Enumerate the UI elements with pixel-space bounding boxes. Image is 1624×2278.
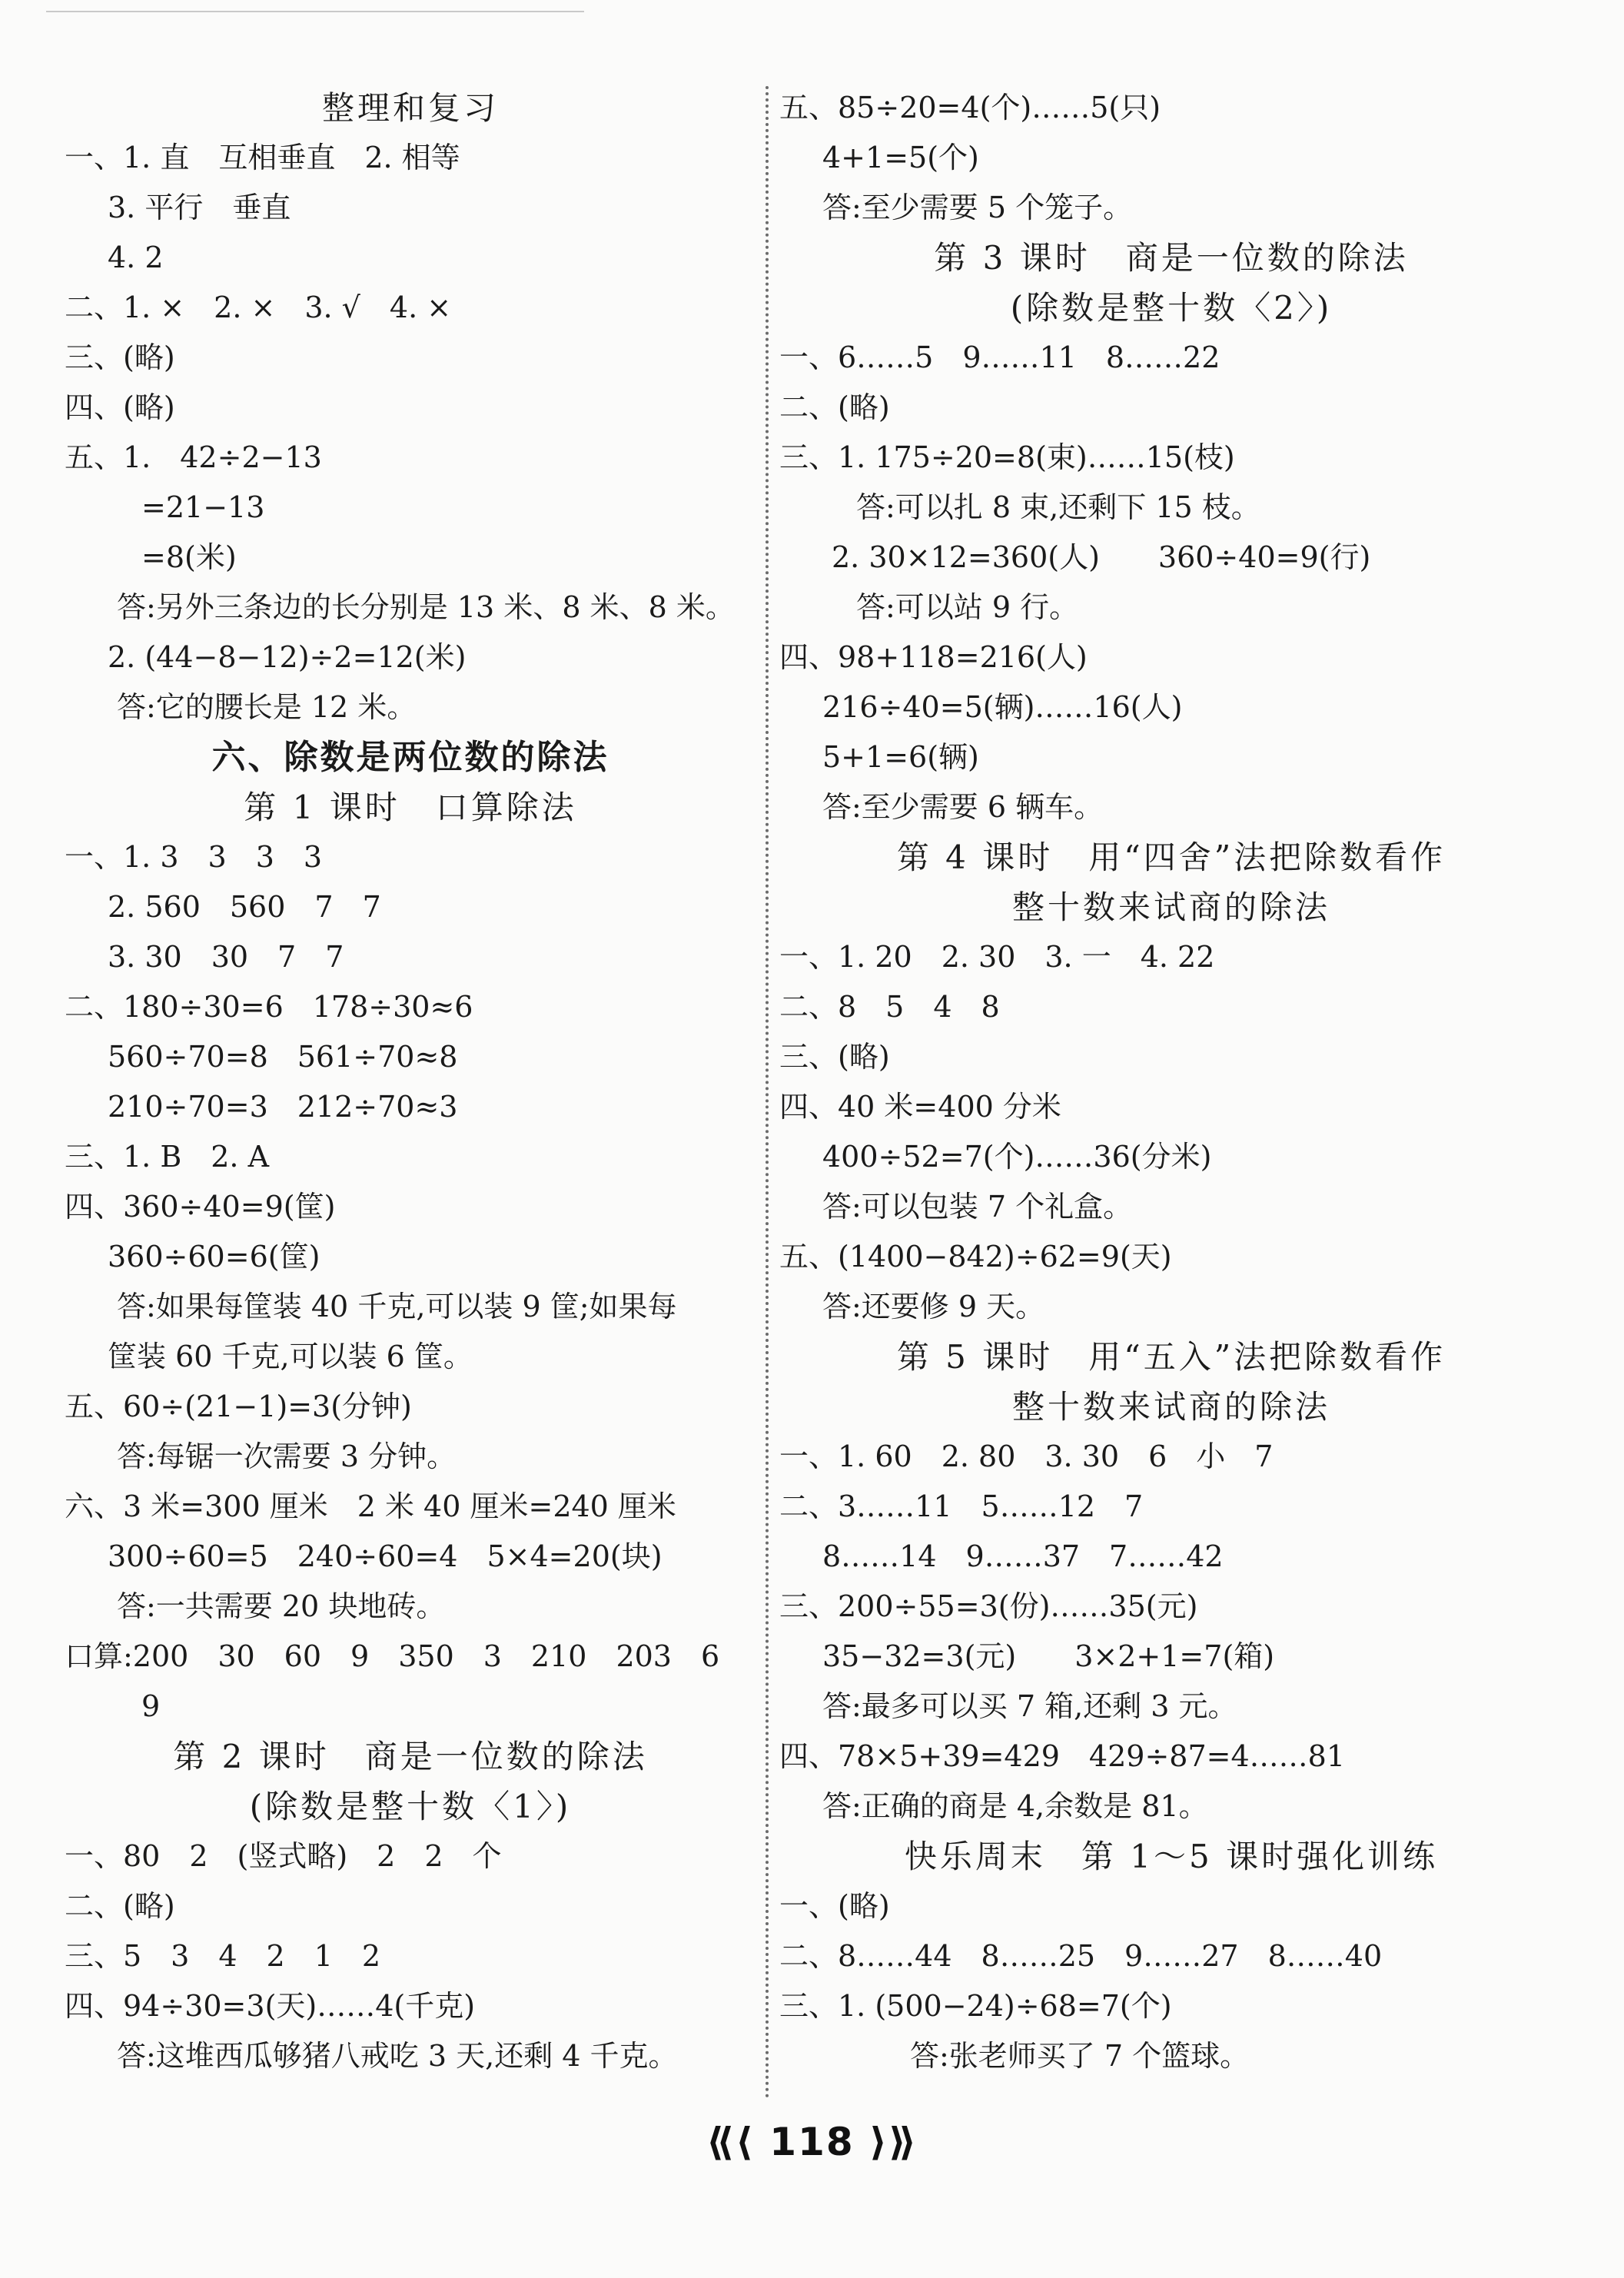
answer-line: 360÷60=6(筐) <box>108 1240 320 1273</box>
answer-line: 9 <box>141 1689 161 1723</box>
answer-line: 4. 2 <box>108 241 164 274</box>
answer-line: 四、94÷30=3(天)……4(千克) <box>65 1989 476 2023</box>
answer-line: 2. 560 560 7 7 <box>108 890 381 924</box>
section-heading: 第 5 课时 用“五入”法把除数看作 <box>896 1338 1446 1376</box>
answer-line: 一、(略) <box>779 1889 890 1923</box>
answer-line: 六、3 米=300 厘米 2 米 40 厘米=240 厘米 <box>65 1489 676 1523</box>
answer-line: 三、1. 175÷20=8(束)……15(枝) <box>779 440 1235 474</box>
answer-line: 一、1. 60 2. 80 3. 30 6 小 7 <box>779 1440 1274 1473</box>
answer-line: 五、60÷(21−1)=3(分钟) <box>65 1390 412 1423</box>
answer-line: 210÷70=3 212÷70≈3 <box>108 1090 458 1124</box>
answer-line: 三、1. B 2. A <box>65 1140 270 1174</box>
section-heading: 快乐周末 第 1～5 课时强化训练 <box>904 1838 1439 1875</box>
column-divider <box>766 86 769 2100</box>
answer-line: 3. 平行 垂直 <box>108 191 291 224</box>
answer-line: 答:还要修 9 天。 <box>822 1290 1045 1323</box>
answer-line: 一、1. 3 3 3 3 <box>65 840 323 874</box>
answer-line: 答:可以包装 7 个礼盒。 <box>822 1190 1133 1224</box>
answer-line: 一、80 2 (竖式略) 2 2 个 <box>65 1839 502 1873</box>
right-column <box>779 83 1563 2081</box>
page-number: ⟪⟨ 118 ⟩⟫ <box>706 2120 918 2164</box>
answer-line: 二、(略) <box>779 390 890 424</box>
answer-line: 答:每锯一次需要 3 分钟。 <box>117 1440 457 1473</box>
top-rule <box>46 11 584 12</box>
answer-line: 2. 30×12=360(人) 360÷40=9(行) <box>832 540 1371 574</box>
answer-line: 答:至少需要 5 个笼子。 <box>822 191 1133 224</box>
answer-line: 二、8 5 4 8 <box>779 990 1000 1024</box>
section-heading: 第 3 课时 商是一位数的除法 <box>934 239 1409 277</box>
answer-line: 三、5 3 4 2 1 2 <box>65 1939 381 1973</box>
answer-line: 三、200÷55=3(份)……35(元) <box>779 1589 1198 1623</box>
answer-line: 216÷40=5(辆)……16(人) <box>822 690 1183 724</box>
answer-line: 五、1. 42÷2−13 <box>65 440 322 474</box>
answer-line: 五、(1400−842)÷62=9(天) <box>779 1240 1172 1273</box>
answer-line: 答:最多可以买 7 箱,还剩 3 元。 <box>822 1689 1237 1723</box>
answer-line: 二、8……44 8……25 9……27 8……40 <box>779 1939 1383 1973</box>
answer-line: 答:可以扎 8 束,还剩下 15 枝。 <box>856 490 1260 524</box>
answer-line: 答:如果每筐装 40 千克,可以装 9 筐;如果每 <box>117 1290 677 1323</box>
answer-line: 二、180÷30=6 178÷30≈6 <box>65 990 473 1024</box>
section-heading: 第 1 课时 口算除法 <box>244 789 577 826</box>
answer-line: 二、(略) <box>65 1889 175 1923</box>
answer-line: 三、(略) <box>65 340 175 374</box>
answer-line: 五、85÷20=4(个)……5(只) <box>779 91 1161 125</box>
left-column <box>65 83 756 2081</box>
answer-line: 400÷52=7(个)……36(分米) <box>822 1140 1212 1174</box>
answer-line: 560÷70=8 561÷70≈8 <box>108 1040 458 1074</box>
answer-line: 答:张老师买了 7 个篮球。 <box>910 2039 1250 2073</box>
answer-line: =8(米) <box>141 540 237 574</box>
section-heading: (除数是整十数〈1〉) <box>249 1788 572 1825</box>
answer-line: 一、1. 20 2. 30 3. 一 4. 22 <box>779 940 1215 974</box>
answer-line: 3. 30 30 7 7 <box>108 940 344 974</box>
answer-line: 答:可以站 9 行。 <box>856 590 1079 624</box>
answer-line: 答:它的腰长是 12 米。 <box>117 690 417 724</box>
answer-line: =21−13 <box>141 490 265 524</box>
answer-line: 二、1. × 2. × 3. √ 4. × <box>65 291 452 324</box>
answer-line: 四、40 米=400 分米 <box>779 1090 1061 1124</box>
section-heading: 整理和复习 <box>321 89 499 127</box>
section-heading: 六、除数是两位数的除法 <box>211 738 609 777</box>
answer-line: 四、98+118=216(人) <box>779 640 1088 674</box>
answer-line: 三、1. (500−24)÷68=7(个) <box>779 1989 1172 2023</box>
answer-line: 35−32=3(元) 3×2+1=7(箱) <box>822 1639 1275 1673</box>
answer-line: 四、360÷40=9(筐) <box>65 1190 336 1224</box>
answer-line: 300÷60=5 240÷60=4 5×4=20(块) <box>108 1539 663 1573</box>
answer-line: 8……14 9……37 7……42 <box>822 1539 1224 1573</box>
section-heading: 第 4 课时 用“四舍”法把除数看作 <box>896 838 1446 876</box>
section-heading: 整十数来试商的除法 <box>1011 888 1330 926</box>
answer-line: 四、(略) <box>65 390 175 424</box>
answer-line: 二、3……11 5……12 7 <box>779 1489 1144 1523</box>
answer-line: 口算:200 30 60 9 350 3 210 203 6 <box>65 1639 720 1673</box>
answer-line: 5+1=6(辆) <box>822 740 979 774</box>
answer-line: 三、(略) <box>779 1040 890 1074</box>
answer-line: 答:一共需要 20 块地砖。 <box>117 1589 446 1623</box>
answer-line: 2. (44−8−12)÷2=12(米) <box>108 640 467 674</box>
answer-line: 答:这堆西瓜够猪八戒吃 3 天,还剩 4 千克。 <box>117 2039 678 2073</box>
answer-line: 4+1=5(个) <box>822 141 979 174</box>
section-heading: (除数是整十数〈2〉) <box>1010 289 1333 327</box>
answer-line: 四、78×5+39=429 429÷87=4……81 <box>779 1739 1346 1773</box>
answer-line: 答:正确的商是 4,余数是 81。 <box>822 1789 1208 1823</box>
answer-line: 筐装 60 千克,可以装 6 筐。 <box>108 1340 473 1373</box>
answer-line: 一、6……5 9……11 8……22 <box>779 340 1220 374</box>
section-heading: 第 2 课时 商是一位数的除法 <box>173 1738 648 1775</box>
answer-line: 答:至少需要 6 辆车。 <box>822 790 1104 824</box>
answer-line: 一、1. 直 互相垂直 2. 相等 <box>65 141 460 174</box>
answer-line: 答:另外三条边的长分别是 13 米、8 米、8 米。 <box>117 590 735 624</box>
section-heading: 整十数来试商的除法 <box>1011 1388 1330 1426</box>
